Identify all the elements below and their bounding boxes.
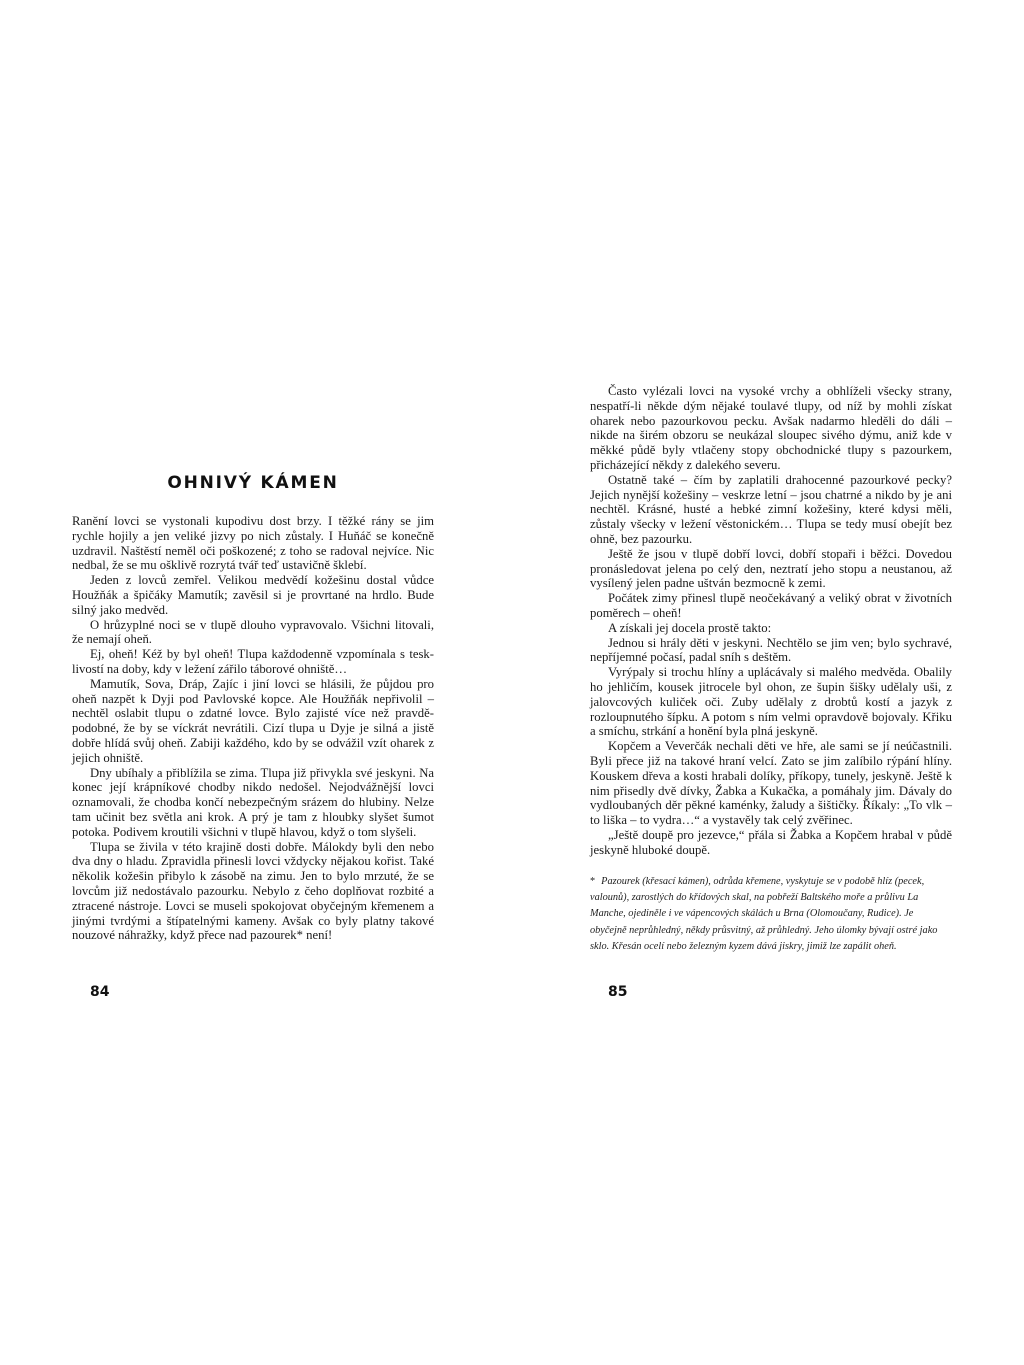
paragraph: Tlupa se živila v této krajině dosti dobře. Málokdy byli den nebo dva dny o hladu. Zpravidla přinesli lovci vždycky nějakou kořist. Také několik kožešin přibylo k zásobě na zimu. Jen to bylo mrzuté, že se lovcům již nedostávalo pazourku. Nebylo z čeho doplňovat rozbité a ztracené nástroje. Lovci se museli spokojovat obyčejným křemenem a jinými tvrdými a štípatelnými kameny. Avšak co byly platny takové nouzové náhražky, když přece nad pazourek* není! xyxy=(72,839,434,943)
paragraph: Počátek zimy přinesl tlupě neočekávaný a veliký obrat v životních poměrech – oheň! xyxy=(590,591,952,620)
paragraph: Ranění lovci se vystonali kupodivu dost brzy. I těžké rány se jim rychle hojily a jen veliké jizvy po nich zůstaly. I Huňáč se konečně uzdravil. Naštěstí neměl oči poškozené; z toho se radoval nejvíce. Nic nedbal, že se mu ošklivě rozrytá tvář teď ustavičně šklebí. xyxy=(72,514,434,573)
right-page-body xyxy=(590,384,952,858)
chapter-title: OHNIVÝ KÁMEN xyxy=(167,473,339,493)
paragraph: Jeden z lovců zemřel. Velikou medvědí kožešinu dostal vůdce Houžňák a špičáky Mamutík; zavěsil si je provrtané na hrdlo. Bude silný jako medvěd. xyxy=(72,573,434,617)
paragraph: „Ještě doupě pro jezevce,“ přála si Žabka a Kopčem hrabal v půdě jeskyně hluboké doupě. xyxy=(590,827,952,857)
paragraph: A získali jej docela prostě takto: xyxy=(608,620,772,635)
paragraph: Ještě že jsou v tlupě dobří lovci, dobří stopaři i běžci. Dovedou pronásledovat jelena po celý den, neztratí jeho stopu a neustanou, až vysílený jelen padne uštván bezmocně k zemi. xyxy=(590,546,952,591)
paragraph: Ej, oheň! Kéž by byl oheň! Tlupa každodenně vzpomínala s tesklivostí na doby, kdy v ležení zářilo táborové ohniště… xyxy=(72,647,434,676)
paragraph: Dny ubíhaly a přiblížila se zima. Tlupa již přivykla své jeskyni. Na konec její krápníkové chodby nikdo nedošel. Nejodvážnější lovci oznamovali, že chodba končí nebezpečným srázem do hlubiny. Nelze tam učinit bez světla ani krok. A prý je tam z hloubky slyšet šumot potoka. Podivem kroutili všichni v tlupě hlavou, když o tom slyšeli. xyxy=(72,765,434,839)
footnote xyxy=(590,874,952,955)
footnote-text: Pazourek (křesací kámen), odrůda křemene, vyskytuje se v podobě hlíz (pecek, valounů), zarostlých do křídových skal, na pobřeží Baltského moře a průlivu La Manche, ojediněle i ve vápencových skálách u Brna (Olomoučany, Rudice). Je obyčejně neprůhledný, někdy průsvitný, až průhledný. Jeho úlomky bývají ostré jako sklo. Křesán ocelí nebo železným kyzem dává jiskry, jimiž lze zapálit oheň. xyxy=(590,876,938,952)
page-number: 84 xyxy=(90,984,110,1000)
paragraph: Ostatně také – čím by zaplatili drahocenné pazourkové pecky? Jejich nynější kožešiny – veskrze letní – jsou chatrné a nikdo by je ani nechtěl. Krásné, husté a hebké zimní kožešiny, které kdysi měli, zůstaly všecky v ležení věstonickém… Tlupa se tedy musí obejít bez ohně, bez pazourku. xyxy=(590,472,952,546)
page-number: 85 xyxy=(608,984,628,1000)
paragraph: O hrůzyplné noci se v tlupě dlouho vypravovalo. Všichni litovali, že nemají oheň. xyxy=(72,617,434,647)
paragraph: Jednou si hrály děti v jeskyni. Nechtělo se jim ven; bylo sychravé, nepříjemné počasí, padal sníh s deštěm. xyxy=(590,635,952,665)
paragraph: Vyrýpaly si trochu hlíny a uplácávaly si malého medvěda. Obalily ho jehličím, kousek jitrocele byl ohon, ze šupin šišky udělaly uši, z jalovcových kuliček oči. Zuby udělaly z drobtů kostí a jazyk z rozloupnutého šípku. A potom s ním velmi opravdově bojovaly. Křiku a smíchu, strkání a honění byla plná jeskyně. xyxy=(590,665,952,739)
paragraph: Kopčem a Veverčák nechali děti ve hře, ale sami se jí neúčastnili. Byli přece již na takové hraní velcí. Zato se jim zalíbilo rýpání hlíny. Kouskem dřeva a kosti hrabali dolíky, příkopy, tunely, jeskyně. Ještě k nim přisedly dvě dívky, Žabka a Kukačka, a pomáhaly jim. Dávaly do vydloubaných děr pěkné kaménky, žaludy a šištičky. Říkaly: „To vlk – to liška – to vydra…“ a vystavěly tak celý zvěřinec. xyxy=(590,739,952,828)
left-page-body xyxy=(72,514,434,943)
footnote-mark: * xyxy=(590,876,596,887)
paragraph: Často vylézali lovci na vysoké vrchy a obhlíželi všecky strany, nespatří-li někde dým nějaké toulavé tlupy, od níž by mohli získat oharek nebo pazourkovou pecku. Avšak nadarmo hleděli do dáli – nikde na širém obzoru se neukázal sloupec sivého dýmu, aniž kde v měkké půdě byly vtlačeny stopy obchodnické tlupy s pazourkem, přicházející někdy z dalekého severu. xyxy=(590,384,952,472)
paragraph: Mamutík, Sova, Dráp, Zajíc i jiní lovci se hlásili, že půjdou pro oheň nazpět k Dyji pod Pavlovské kopce. Ale Houžňák nepřivolil – nechtěl oslabit tlupu o zdatné lovce. Bylo zajisté více než pravděpodobné, že by se víckrát nevrátili. Cizí tlupa u Dyje je silná a jistě dobře hlídá svůj oheň. Zabiji každého, kdo by se odvážil vzít oharek z jejich ohniště. xyxy=(72,676,434,765)
